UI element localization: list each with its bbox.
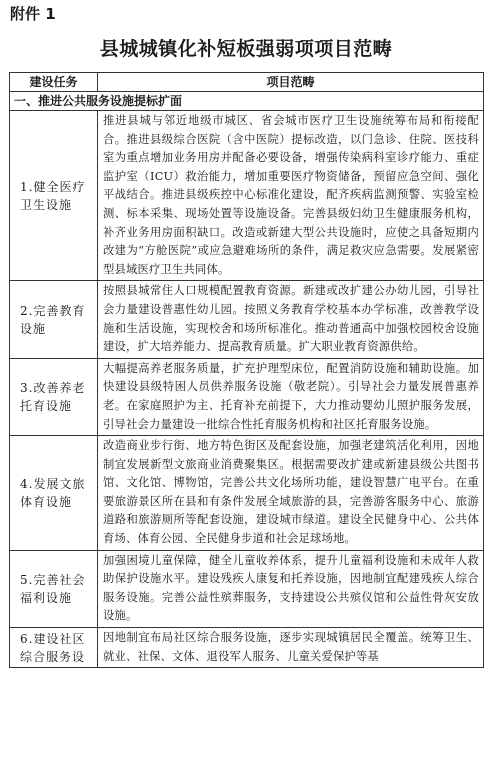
table-row xyxy=(10,358,484,435)
scope-cell: 按照县城常住人口规模配置教育资源。新建或改扩建公办幼儿园，引导社会力量建设普惠性幼儿园。按照义务教育学校基本办学标准，改善教学设施和生活设施，实现校舍和场所标准化。推动普通高中加强校园校舍设施建设，扩大培养能力、提高教育质量。扩大职业教育资源供给。 xyxy=(98,281,484,358)
task-cell: 1.健全医疗卫生设施 xyxy=(10,111,98,281)
task-cell: 2.完善教育设施 xyxy=(10,281,98,358)
scope-cell: 改造商业步行街、地方特色街区及配套设施，加强老建筑活化利用，因地制宜发展新型文旅商业消费聚集区。根据需要改扩建或新建县级公共图书馆、文化馆、博物馆，完善公共文化场所功能，建设智慧广电平台。在重要旅游景区所在县和有条件发展全域旅游的县，完善游客服务中心、旅游道路和旅游厕所等配套设施，建设城市绿道。建设全民健身中心、公共体育场、体育公园、全民健身步道和社会足球场地。 xyxy=(98,436,484,551)
section-heading: 一、推进公共服务设施提标扩面 xyxy=(10,92,484,111)
section-row xyxy=(10,92,484,111)
table-row xyxy=(10,550,484,627)
header-scope: 项目范畴 xyxy=(98,73,484,92)
table-row xyxy=(10,111,484,281)
task-cell: 4.发展文旅体育设施 xyxy=(10,436,98,551)
table-header-row xyxy=(10,73,484,92)
scope-cell: 加强困境儿童保障，健全儿童收养体系，提升儿童福利设施和未成年人救助保护设施水平。建设残疾人康复和托养设施，因地制宜配建残疾人综合服务设施。完善公益性殡葬服务，支持建设公共殡仪馆和公益性骨灰安放设施。 xyxy=(98,550,484,627)
table-row xyxy=(10,628,484,668)
attachment-label: 附件 1 xyxy=(10,5,56,23)
scope-cell: 因地制宜布局社区综合服务设施，逐步实现城镇居民全覆盖。统筹卫生、就业、社保、文体、退役军人服务、儿童关爱保护等基 xyxy=(98,628,484,668)
scope-cell: 大幅提高养老服务质量，扩充护理型床位，配置消防设施和辅助设施。加快建设县级特困人员供养服务设施（敬老院）。引导社会力量发展普惠养老。在家庭照护为主、托育补充前提下，大力推动婴幼儿照护服务发展，引导社会力量建设一批综合性托育服务机构和社区托育服务设施。 xyxy=(98,358,484,435)
scope-cell: 推进县城与邻近地级市城区、省会城市医疗卫生设施统筹布局和衔接配合。推进县级综合医院（含中医院）提标改造，以门急诊、住院、医技科室为重点增加业务用房并配备必要设备，增强传染病科室诊疗能力、重症监护室（ICU）救治能力，增加重要医疗物资储备，预留应急空间、强化平战结合。推进县级疾控中心标准化建设，配齐疾病监测预警、实验室检测、标本采集、现场处置等设施设备。完善县级妇幼卫生健康服务机构，补齐业务用房面积缺口。改造或新建大型公共设施时，应使之具备短期内改建为“方舱医院”或应急避难场所的条件，满足救灾应急需要。发展紧密型县域医疗卫生共同体。 xyxy=(98,111,484,281)
table-row xyxy=(10,281,484,358)
table-row xyxy=(10,436,484,551)
document-title: 县城城镇化补短板强弱项项目范畴 xyxy=(99,38,393,60)
task-cell: 6.建设社区综合服务设 xyxy=(10,628,98,668)
task-cell: 5.完善社会福利设施 xyxy=(10,550,98,627)
header-task: 建设任务 xyxy=(10,73,98,92)
task-cell: 3.改善养老托育设施 xyxy=(10,358,98,435)
project-scope-table xyxy=(9,72,484,668)
